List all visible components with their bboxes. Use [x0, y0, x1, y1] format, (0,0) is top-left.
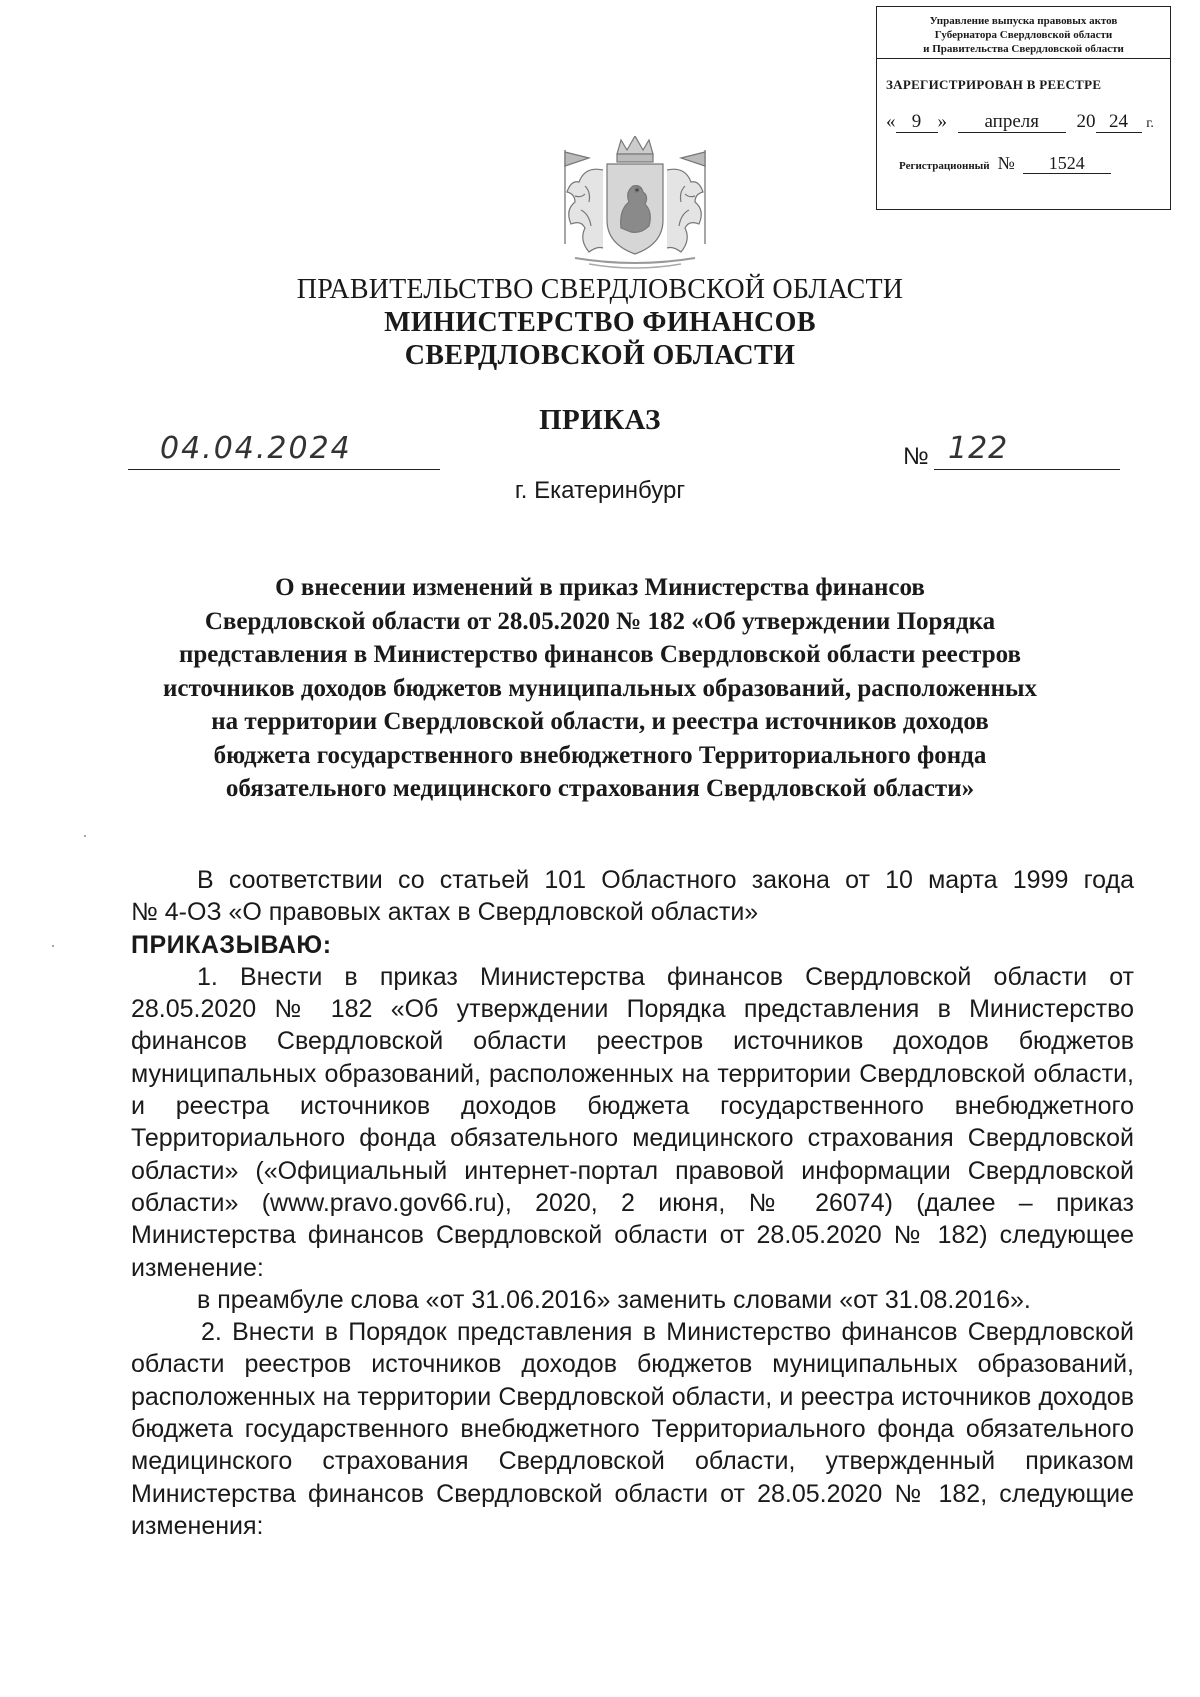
scan-artifact [52, 945, 54, 947]
stamp-month: апреля [958, 112, 1066, 133]
stamp-department [877, 7, 1170, 59]
subject-line: представления в Министерство финансов Свердловской области реестров [178, 641, 1022, 668]
subject-line: Свердловской области от 28.05.2020 № 182 «Об утверждении Порядка [204, 607, 996, 635]
order-number-handwritten: 122 [948, 431, 1009, 466]
stamp-year-suffix: 24 [1096, 112, 1142, 133]
subject-line: обязательного медицинского страхования Свердловской области» [225, 775, 975, 802]
subject-line: источников доходов бюджетов муниципальных образований, расположенных [162, 674, 1038, 702]
order-number-field [934, 433, 1120, 470]
body-item-1: 1. Внести в приказ Министерства финансов Свердловской области от 28.05.2020 № 182 «Об утверждении Порядка представления в Министерство финансов Свердловской области реестров источников доходов бюджетов муниципальных образований, расположенных на территории Свердловской области, и реестра источников доходов бюджета государственного внебюджетного Территориального фонда обязательного медицинского страхования Свердловской области» («Официальный интернет-портал правовой информации Свердловской области» (www.pravo.gov66.ru), 2020, 2 июня, № 26074) (далее – приказ Министерства финансов Свердловской области от 28.05.2020 № 182) следующее изменение: [131, 962, 1134, 1282]
document-body [131, 864, 1134, 1542]
subject-line: О внесении изменений в приказ Министерства финансов [275, 574, 925, 601]
stamp-number-label: Регистрационный [899, 160, 990, 172]
stamp-number: 1524 [1023, 153, 1111, 174]
stamp-number-row [899, 153, 1170, 174]
scan-artifact [84, 835, 86, 837]
stamp-date-quote-close: » [937, 111, 947, 132]
government-title: ПРАВИТЕЛЬСТВО СВЕРДЛОВСКОЙ ОБЛАСТИ [296, 274, 904, 305]
stamp-date [886, 111, 1170, 133]
registration-stamp [876, 6, 1171, 210]
stamp-registered-label: ЗАРЕГИСТРИРОВАН В РЕЕСТРЕ [886, 77, 1102, 92]
order-date-handwritten: 04.04.2024 [160, 431, 352, 466]
preamble-line: В соответствии со статьей 101 Областного закона от 10 марта 1999 года [197, 866, 1134, 894]
directive-heading: ПРИКАЗЫВАЮ: [131, 930, 332, 959]
document-type-title: ПРИКАЗ [539, 404, 661, 436]
sverdlovsk-coat-of-arms-icon [545, 136, 725, 272]
order-number-sign: № [903, 443, 929, 470]
document-subject [100, 571, 1100, 806]
stamp-date-quote-open: « [886, 111, 896, 132]
stamp-year-prefix: 20 [1076, 111, 1096, 132]
city-line: г. Екатеринбург [514, 477, 686, 504]
body-item-1-change: в преамбуле слова «от 31.06.2016» заменить словами «от 31.08.2016». [197, 1285, 1031, 1314]
ministry-title-line: СВЕРДЛОВСКОЙ ОБЛАСТИ [404, 340, 796, 371]
order-date-field [128, 433, 440, 470]
stamp-year-mark: г. [1146, 116, 1154, 131]
stamp-day: 9 [896, 112, 938, 133]
stamp-number-sign: № [997, 153, 1015, 173]
preamble-line: № 4-ОЗ «О правовых актах в Свердловской области» [131, 898, 759, 927]
stamp-department-line: Управление выпуска правовых актов [929, 15, 1118, 27]
subject-line: бюджета государственного внебюджетного Территориального фонда [213, 741, 987, 769]
body-item-2: 2. Внести в Порядок представления в Министерство финансов Свердловской области реестров источников доходов бюджетов муниципальных образований, расположенных на территории Свердловской области, и реестра источников доходов бюджета государственного внебюджетного Территориального фонда обязательного медицинского страхования Свердловской области, утвержденный приказом Министерства финансов Свердловской области от 28.05.2020 № 182, следующие изменения: [131, 1318, 1134, 1540]
stamp-department-line: и Правительства Свердловской области [923, 43, 1124, 55]
ministry-title-line: МИНИСТЕРСТВО ФИНАНСОВ [384, 307, 816, 338]
stamp-department-line: Губернатора Свердловской области [934, 29, 1113, 41]
subject-line: на территории Свердловской области, и реестра источников доходов [211, 708, 989, 735]
